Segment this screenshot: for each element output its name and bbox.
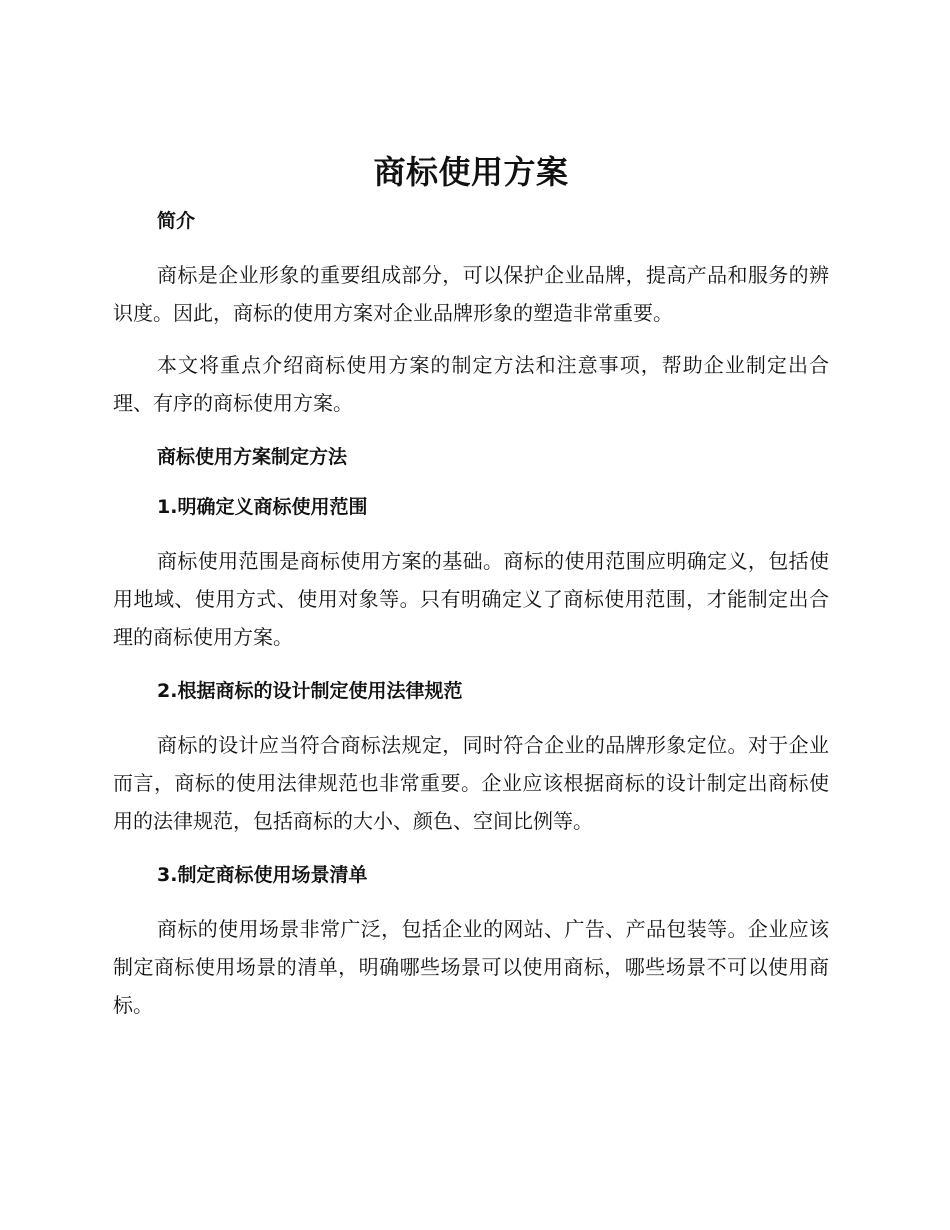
intro-paragraph-2: 本文将重点介绍商标使用方案的制定方法和注意事项，帮助企业制定出合理、有序的商标使用方案。 [113, 353, 829, 415]
step1-paragraph: 商标使用范围是商标使用方案的基础。商标的使用范围应明确定义，包括使用地域、使用方式、使用对象等。只有明确定义了商标使用范围，才能制定出合理的商标使用方案。 [113, 549, 829, 649]
section-heading-intro: 简介 [157, 210, 196, 232]
step3-paragraph: 商标的使用场景非常广泛，包括企业的网站、广告、产品包装等。企业应该制定商标使用场景的清单，明确哪些场景可以使用商标，哪些场景不可以使用商标。 [113, 917, 829, 1017]
document-page [113, 150, 829, 1024]
spacer [113, 472, 829, 492]
spacer [113, 332, 829, 346]
spacer [113, 194, 829, 206]
spacer [113, 840, 829, 860]
spacer [113, 422, 829, 442]
step3-heading: 3.制定商标使用场景清单 [157, 864, 368, 886]
spacer [113, 890, 829, 910]
spacer [113, 522, 829, 542]
spacer [113, 656, 829, 676]
document-title: 商标使用方案 [373, 153, 569, 191]
step1-heading: 1.明确定义商标使用范围 [157, 496, 368, 518]
spacer [113, 236, 829, 256]
step2-heading: 2.根据商标的设计制定使用法律规范 [157, 680, 463, 702]
section-heading-method: 商标使用方案制定方法 [157, 446, 348, 468]
step2-paragraph: 商标的设计应当符合商标法规定，同时符合企业的品牌形象定位。对于企业而言，商标的使用法律规范也非常重要。企业应该根据商标的设计制定出商标使用的法律规范，包括商标的大小、颜色、空间比例等。 [113, 733, 829, 833]
spacer [113, 706, 829, 726]
intro-paragraph-1: 商标是企业形象的重要组成部分，可以保护企业品牌，提高产品和服务的辨识度。因此，商标的使用方案对企业品牌形象的塑造非常重要。 [113, 263, 829, 325]
